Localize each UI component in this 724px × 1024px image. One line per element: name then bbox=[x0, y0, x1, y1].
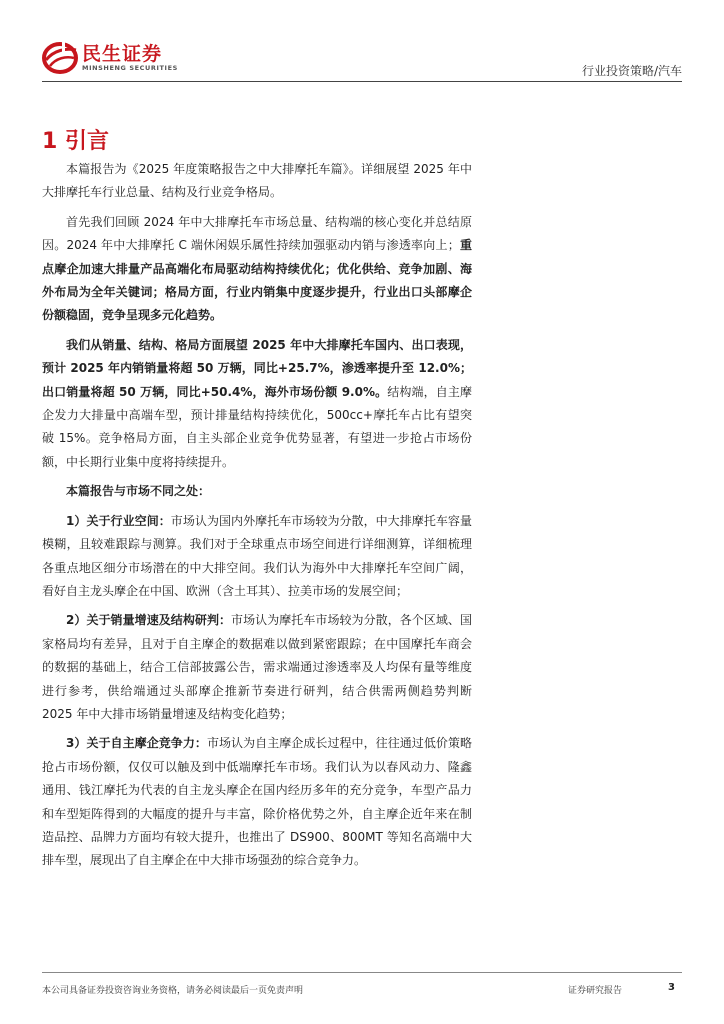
paragraph-outlook bbox=[42, 334, 472, 474]
sales-structure-text: 市场认为摩托车市场较为分散，各个区域、国家格局均有差异，且对于自主摩企的数据难以做到紧密跟踪；在中国摩托车商会的数据的基础上，结合工信部披露公告，需求端通过渗透率及人均保有量等维度进行参考，供给端通过头部摩企推新节奏进行研判，结合供需两侧趋势判断 2025 年中大排市场销量增速及结构变化趋势； bbox=[42, 613, 472, 721]
paragraph-industry-space bbox=[42, 510, 472, 604]
paragraph-sales-structure bbox=[42, 609, 472, 726]
paragraph-differences-heading bbox=[42, 480, 472, 503]
differences-heading-text: 本篇报告与市场不同之处： bbox=[66, 484, 211, 499]
paragraph-review bbox=[42, 211, 472, 328]
brand-name-cn: 民生证券 bbox=[82, 43, 163, 65]
paragraph-competitiveness bbox=[42, 732, 472, 872]
industry-space-label: 1）关于行业空间： bbox=[66, 513, 171, 528]
competitiveness-text: 市场认为自主摩企成长过程中，往往通过低价策略抢占市场份额，仅仅可以触及到中低端摩托车市场。我们认为以春风动力、隆鑫通用、钱江摩托为代表的自主龙头摩企在国内经历多年的充分竞争，车型产品力和车型矩阵得到的大幅度的提升与丰富，除价格优势之外，自主摩企近年来在制造品控、品牌力方面均有较大提升，也推出了 DS900、800MT 等知名高端中大排车型，展现出了自主摩企在中大排市场强劲的综合竞争力。 bbox=[42, 736, 472, 868]
report-category: 行业投资策略/汽车 bbox=[581, 64, 682, 78]
paragraph-review-highlight: 重点摩企加速大排量产品高端化布局驱动结构持续优化；优化供给、竞争加剧、海外布局为全年关键词；格局方面，行业内销集中度逐步提升，行业出口头部摩企份额稳固，竞争呈现多元化趋势。 bbox=[42, 238, 472, 323]
paragraph-intro bbox=[42, 158, 472, 205]
page-header bbox=[0, 0, 724, 86]
paragraph-intro-text: 本篇报告为《2025 年度策略报告之中大排摩托车篇》。详细展望 2025 年中大排摩托车行业总量、结构及行业竞争格局。 bbox=[42, 162, 472, 200]
sales-structure-label: 2）关于销量增速及结构研判： bbox=[66, 613, 232, 628]
report-body bbox=[42, 158, 472, 873]
paragraph-review-text: 首先我们回顾 2024 年中大排摩托车市场总量、结构端的核心变化并总结原因。2024 年中大排摩托 C 端休闲娱乐属性持续加强驱动内销与渗透率向上； bbox=[42, 214, 472, 253]
industry-space-text: 市场认为国内外摩托车市场较为分散，中大排摩托车容量模糊，且较难跟踪与测算。我们对于全球重点市场空间进行详细测算，详细梳理各重点地区细分市场潜在的中大排空间。我们认为海外中大排摩托车空间广阔，看好自主龙头摩企在中国、欧洲（含土耳其）、拉美市场的发展空间； bbox=[42, 513, 472, 598]
section-title: 1 引言 bbox=[42, 129, 109, 154]
header-divider bbox=[42, 81, 682, 82]
footer-disclaimer: 本公司具备证券投资咨询业务资格，请务必阅读最后一页免责声明 bbox=[42, 986, 304, 996]
minsheng-logo-icon bbox=[42, 40, 78, 74]
brand-logo bbox=[42, 40, 182, 74]
footer-report-type: 证券研究报告 bbox=[568, 986, 623, 996]
footer-divider bbox=[42, 972, 682, 973]
paragraph-outlook-text: 结构端，自主摩企发力大排量中高端车型，预计排量结构持续优化，500cc+摩托车占比有望突破 15%。竞争格局方面，自主头部企业竞争优势显著，有望进一步抢占市场份额，中长期行业集中度将持续提升。 bbox=[42, 384, 472, 469]
page-number: 3 bbox=[668, 982, 675, 993]
competitiveness-label: 3）关于自主摩企竞争力： bbox=[66, 736, 207, 751]
brand-name-en: MINSHENG SECURITIES bbox=[82, 64, 178, 72]
paragraph-outlook-highlight: 我们从销量、结构、格局方面展望 2025 年中大排摩托车国内、出口表现，预计 2025 年内销销量将超 50 万辆，同比+25.7%，渗透率提升至 12.0%；出口销量将超 50 万辆，同比+50.4%，海外市场份额 9.0%。 bbox=[42, 337, 472, 399]
